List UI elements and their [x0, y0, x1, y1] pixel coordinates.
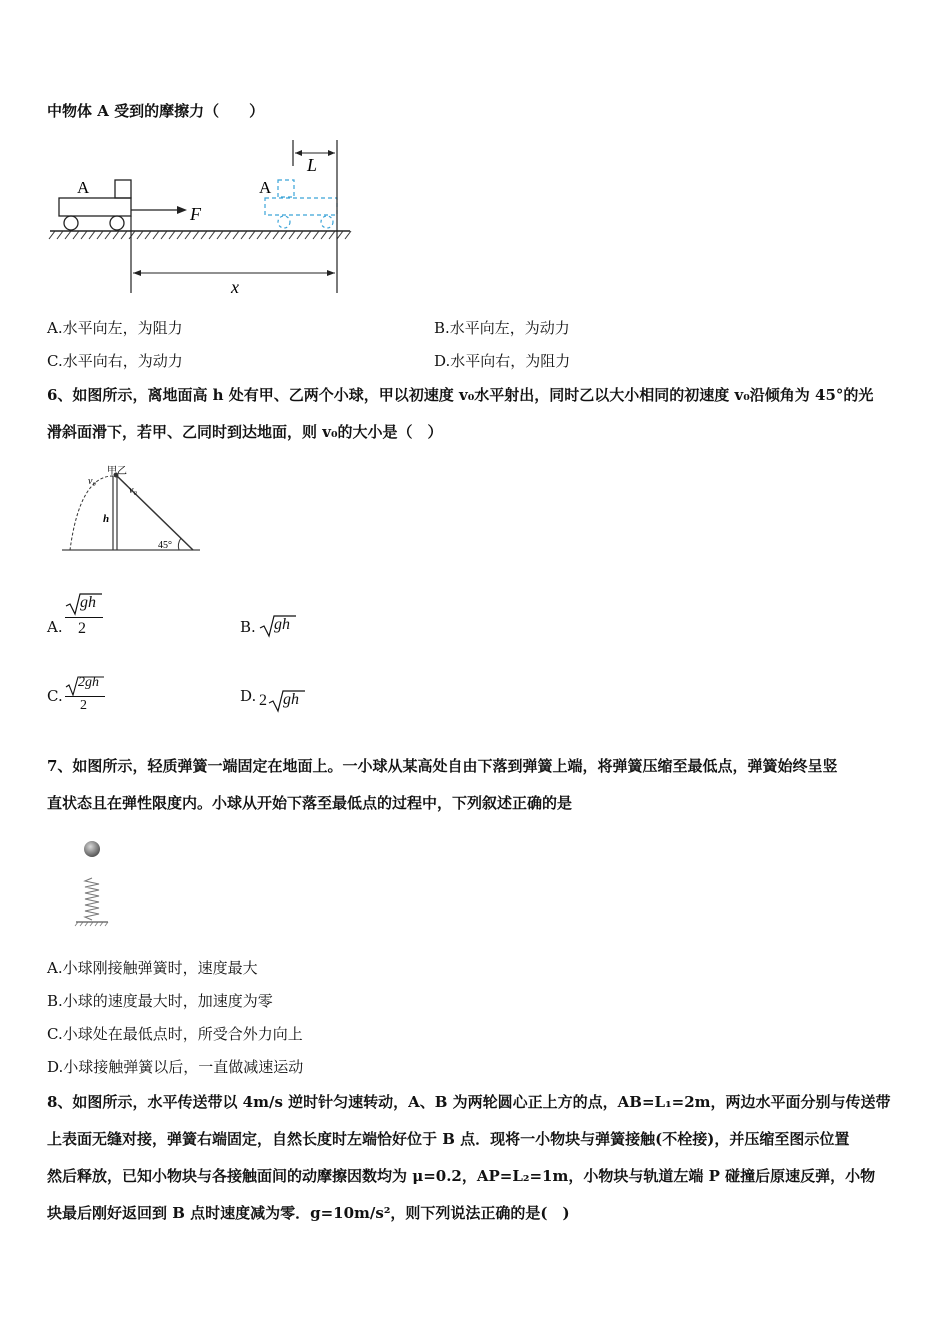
q6-label-v0-left: v₀	[88, 476, 96, 487]
q5-option-b[interactable]: B.水平向左，为动力	[434, 319, 570, 337]
q6-option-d-coef: 2	[259, 692, 267, 709]
q6-label-angle: 45°	[158, 540, 172, 551]
q5-option-c[interactable]: C.水平向右，为动力	[47, 352, 183, 370]
q6-option-c-denominator: 2	[80, 698, 87, 713]
q6-option-c-bar	[65, 696, 105, 697]
q7-stem-line2: 直状态且在弹性限度内。小球从开始下落至最低点的过程中，下列叙述正确的是	[47, 794, 573, 812]
q6-label-jiayi: 甲乙	[107, 466, 127, 477]
q5-stem-tail: 中物体 A 受到的摩擦力（ ）	[47, 102, 265, 120]
q6-option-d-radicand: gh	[283, 691, 299, 708]
q7-figure	[72, 836, 112, 936]
q6-option-d-label[interactable]: D.	[240, 687, 257, 705]
q5-label-A: A	[77, 178, 90, 197]
q5-option-d[interactable]: D.水平向右，为阻力	[434, 352, 571, 370]
q7-stem-line1: 7、如图所示，轻质弹簧一端固定在地面上。一小球从某高处自由下落到弹簧上端，将弹簧压缩至最低点，弹簧始终呈竖	[47, 757, 838, 775]
q6-label-v0-right: v₀	[129, 485, 137, 496]
q5-figure	[45, 138, 365, 298]
q6-option-c-label[interactable]: C.	[47, 687, 63, 705]
q6-option-a-denominator: 2	[78, 620, 86, 637]
q8-stem-line3: 然后释放，已知小物块与各接触面间的动摩擦因数均为 μ=0.2，AP=L₂=1m，小物块与轨道左端 P 碰撞后原速反弹，小物	[47, 1167, 876, 1185]
q7-option-d[interactable]: D.小球接触弹簧以后，一直做减速运动	[47, 1058, 304, 1076]
q6-label-h: h	[103, 513, 110, 525]
q5-label-L: L	[307, 155, 318, 175]
q6-option-a-numerator: gh	[80, 594, 96, 611]
q7-option-b[interactable]: B.小球的速度最大时，加速度为零	[47, 992, 273, 1010]
q6-stem-line1: 6、如图所示，离地面高 h 处有甲、乙两个小球，甲以初速度 v₀水平射出，同时乙以大小相同的初速度 v₀沿倾角为 45°的光	[47, 386, 874, 404]
q6-stem-line2: 滑斜面滑下，若甲、乙同时到达地面，则 v₀的大小是（ ）	[47, 423, 443, 441]
q6-option-a-label[interactable]: A.	[47, 618, 63, 636]
q5-label-F: F	[190, 204, 201, 224]
q6-figure	[60, 462, 210, 562]
q5-label-x: x	[231, 277, 239, 297]
q8-stem-line1: 8、如图所示，水平传送带以 4m/s 逆时针匀速转动，A、B 为两轮圆心正上方的点，AB=L₁=2m，两边水平面分别与传送带	[47, 1093, 891, 1111]
q5-option-a[interactable]: A.水平向左，为阻力	[47, 319, 183, 337]
q7-option-a[interactable]: A.小球刚接触弹簧时，速度最大	[47, 959, 258, 977]
q8-stem-line2: 上表面无缝对接，弹簧右端固定，自然长度时左端恰好位于 B 点．现将一小物块与弹簧接触(不栓接)，并压缩至图示位置	[47, 1130, 850, 1148]
q6-option-b-radicand: gh	[274, 616, 290, 633]
q7-option-c[interactable]: C.小球处在最低点时，所受合外力向上	[47, 1025, 303, 1043]
q5-label-A2: A	[259, 178, 272, 197]
q6-option-a-bar	[65, 617, 103, 618]
q6-option-b-label[interactable]: B.	[240, 618, 256, 636]
q8-stem-line4: 块最后刚好返回到 B 点时速度减为零．g=10m/s²，则下列说法正确的是( )	[47, 1204, 570, 1222]
q6-option-c-numerator: 2gh	[78, 675, 99, 690]
